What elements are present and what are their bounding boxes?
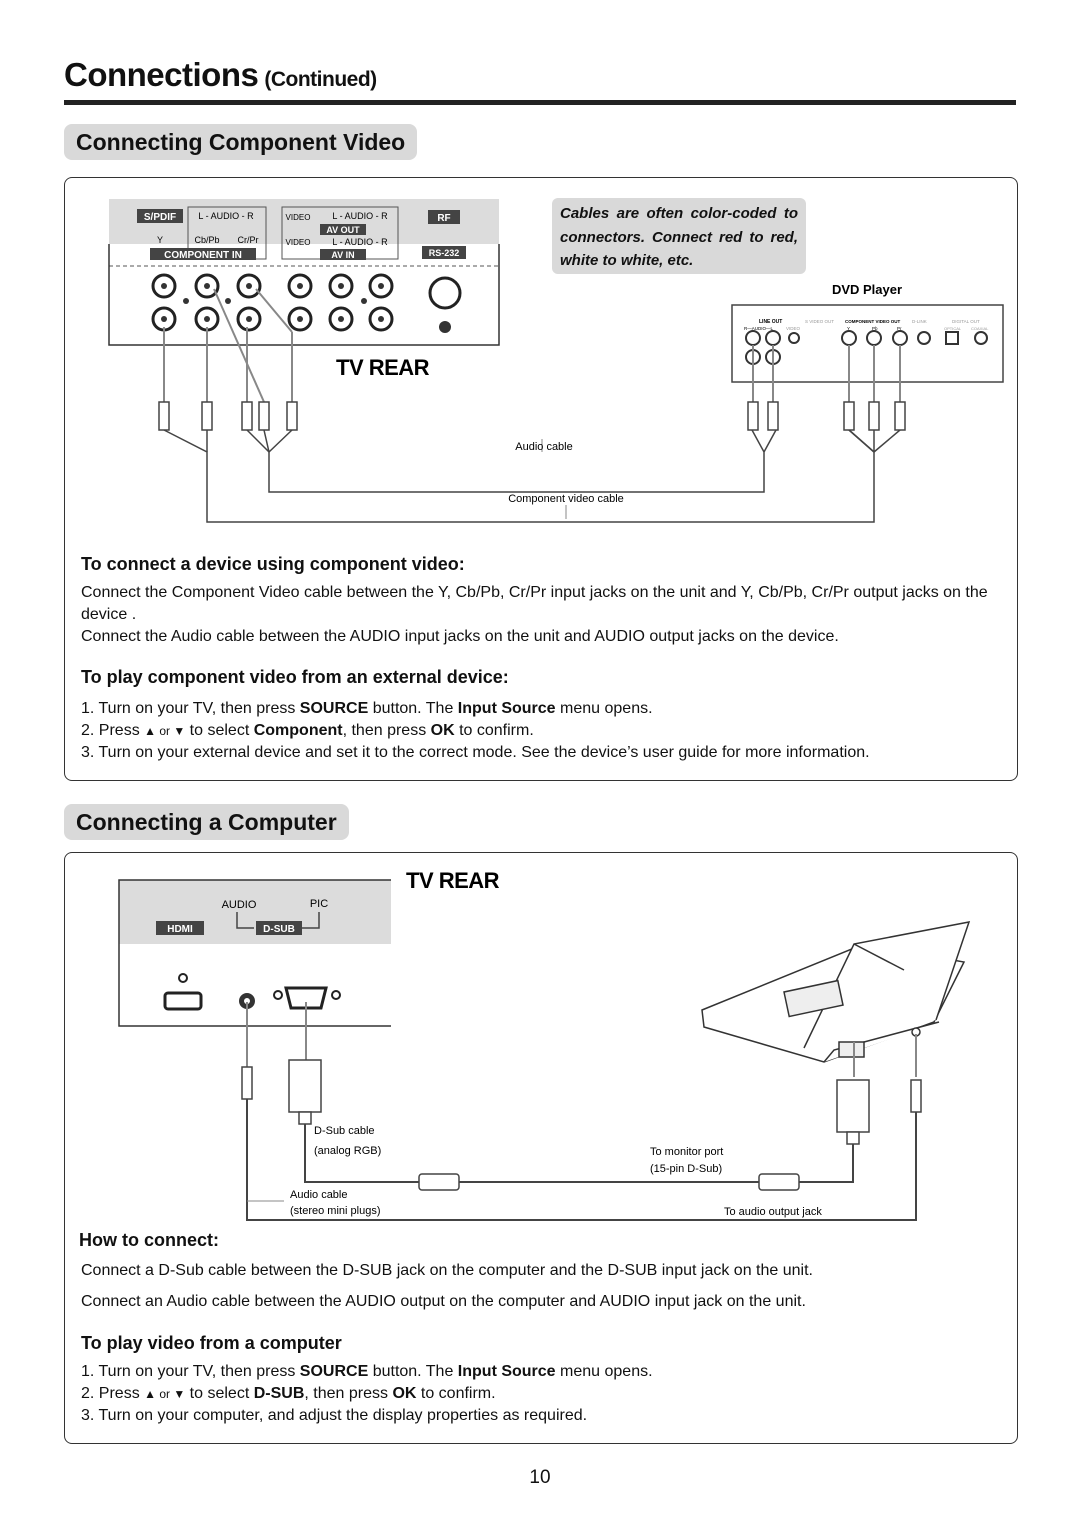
pc-audio-cable-sub: (stereo mini plugs): [290, 1205, 381, 1217]
section-heading-component: Connecting Component Video: [64, 124, 417, 160]
step-text: to select: [185, 722, 254, 739]
dvd-plugs: [748, 402, 905, 430]
up-down-arrow-icon: ▲ or ▼: [144, 724, 186, 738]
dvd-video-label: VIDEO: [786, 326, 801, 331]
dsub-text: D-SUB: [263, 924, 295, 935]
audio-lr-label-2: L - AUDIO - R: [332, 211, 388, 221]
dvd-plug-cables: [849, 430, 900, 452]
dvd-component-label: COMPONENT VIDEO OUT: [845, 319, 901, 324]
component-diagram: [64, 177, 1016, 527]
dvd-coaxial-label: COAXIAL: [971, 326, 989, 331]
up-down-arrow-icon: ▲ or ▼: [144, 1387, 186, 1401]
step-number: 3.: [81, 744, 95, 761]
rf-text: RF: [437, 213, 451, 224]
audio-cable-label: Audio cable: [515, 441, 573, 453]
rs232-text: RS-232: [428, 248, 460, 258]
step-key: SOURCE: [299, 700, 369, 717]
page-title-suffix: (Continued): [264, 68, 377, 91]
step-key: D-SUB: [253, 1385, 305, 1402]
step-text: Turn on your TV, then press: [98, 700, 300, 717]
step-text: button. The: [368, 1363, 458, 1380]
dvd-pr-label: Pr: [897, 326, 902, 331]
hdmi-text: HDMI: [167, 924, 193, 935]
computer-para-1: Connect a D-Sub cable between the D-SUB jack on the computer and the D-SUB input jack on the unit.: [81, 1262, 813, 1279]
step-text: menu opens.: [555, 1363, 653, 1380]
step-text: menu opens.: [555, 700, 653, 717]
ferrite-core-left: [419, 1174, 459, 1190]
dvd-dlink-label: D-LINK: [912, 319, 927, 324]
step-text: Turn on your external device and set it to the correct mode. See the device’s user guide for more information.: [98, 744, 870, 761]
dsub-screw-right: [332, 991, 340, 999]
cr-label: Cr/Pr: [237, 235, 259, 245]
dsub-cable-sub: (analog RGB): [314, 1145, 382, 1157]
component-step-2: [81, 720, 870, 742]
section-heading-computer: Connecting a Computer: [64, 804, 349, 840]
step-key: OK: [430, 722, 455, 739]
pc-audio-label: AUDIO: [221, 899, 257, 911]
audio-plug-right: [911, 1080, 921, 1112]
dvd-y-label: Y: [847, 326, 851, 331]
step-text: to confirm.: [454, 722, 534, 739]
step-text: to confirm.: [416, 1385, 496, 1402]
dsub-screw-left: [274, 991, 282, 999]
component-steps: [81, 698, 870, 764]
component-cable-label: Component video cable: [508, 493, 624, 505]
step-key: OK: [392, 1385, 417, 1402]
dvd-svideo-label: S VIDEO OUT: [805, 319, 835, 324]
step-number: 1.: [81, 1363, 95, 1380]
tv-rear-label-1: TV REAR: [336, 355, 430, 380]
computer-step-1: [81, 1361, 653, 1383]
dvd-optical-label: OPTICAL: [944, 326, 962, 331]
component-subheading-1: To connect a device using component video:: [81, 554, 465, 574]
computer-subheading-2: To play video from a computer: [81, 1333, 342, 1353]
component-in-text: COMPONENT IN: [164, 250, 242, 261]
step-text: Press: [98, 722, 145, 739]
step-text: , then press: [342, 722, 431, 739]
monitor-port-label: To monitor port: [650, 1146, 724, 1158]
step-number: 3.: [81, 1407, 95, 1424]
page-number: 10: [529, 1467, 551, 1488]
page-title: [64, 56, 377, 94]
dsub-plug-left-boot: [299, 1112, 311, 1124]
av-out-text: AV OUT: [326, 225, 360, 235]
pc-audio-cable-label: Audio cable: [290, 1189, 348, 1201]
step-text: button. The: [368, 700, 458, 717]
ferrite-core-right: [759, 1174, 799, 1190]
dsub-plug-right-boot: [847, 1132, 859, 1144]
computer-diagram: [64, 852, 1016, 1227]
pc-panel-dot: [179, 974, 187, 982]
pc-pic-label: PIC: [309, 898, 329, 910]
audio-plug-left: [242, 1067, 252, 1099]
step-key: Input Source: [457, 700, 556, 717]
tv-rear-label-2: TV REAR: [406, 868, 500, 893]
computer-step-3: [81, 1405, 653, 1427]
av-in-text: AV IN: [331, 250, 355, 260]
title-rule: [64, 100, 1016, 105]
laptop-icon: [702, 922, 969, 1062]
component-subheading-2: To play component video from an external device:: [81, 667, 509, 687]
computer-para-2: Connect an Audio cable between the AUDIO output on the computer and AUDIO input jack on the unit.: [81, 1293, 806, 1310]
video-label-2: VIDEO: [285, 238, 311, 247]
dsub-cable-label: D-Sub cable: [314, 1125, 375, 1137]
pc-cables: [247, 1099, 916, 1220]
page-title-text: Connections: [64, 56, 259, 93]
dvd-pb-label: Pb: [872, 326, 878, 331]
step-text: , then press: [304, 1385, 393, 1402]
spdif-text: S/PDIF: [143, 212, 177, 223]
computer-subheading-1: How to connect:: [79, 1230, 219, 1250]
step-key: Component: [253, 722, 343, 739]
audio-lr-label-1: L - AUDIO - R: [198, 211, 254, 221]
y-label: Y: [156, 235, 164, 245]
tv-jacks: [153, 275, 460, 330]
video-label-1: VIDEO: [285, 213, 311, 222]
step-text: to select: [185, 1385, 254, 1402]
component-para-1: Connect the Component Video cable between the Y, Cb/Pb, Cr/Pr input jacks on the unit and Y, Cb/Pb, Cr/Pr output jacks on the device .: [81, 584, 988, 623]
computer-steps: [81, 1361, 653, 1427]
tv-plugs: [159, 402, 297, 430]
step-text: Press: [98, 1385, 145, 1402]
color-code-note: Cables are often color-coded to connectors. Connect red to red, white to white, etc.: [552, 198, 806, 274]
step-number: 2.: [81, 1385, 95, 1402]
step-key: Input Source: [457, 1363, 556, 1380]
step-text: Turn on your computer, and adjust the display properties as required.: [98, 1407, 588, 1424]
audio-jack-label: To audio output jack: [724, 1206, 822, 1218]
audio-lr-label-3: L - AUDIO - R: [332, 237, 388, 247]
component-para-2: Connect the Audio cable between the AUDIO input jacks on the unit and AUDIO output jacks on the device.: [81, 628, 839, 645]
step-number: 1.: [81, 700, 95, 717]
component-step-3: [81, 742, 870, 764]
step-key: SOURCE: [299, 1363, 369, 1380]
dvd-digital-label: DIGITAL OUT: [952, 319, 980, 324]
component-step-1: [81, 698, 870, 720]
cb-label: Cb/Pb: [194, 235, 220, 245]
computer-step-2: [81, 1383, 653, 1405]
dsub-plug-left: [289, 1060, 321, 1112]
dvd-audio-label: R—AUDIO—L: [744, 326, 774, 331]
dvd-player-label: DVD Player: [831, 282, 903, 297]
dvd-line-out: LINE OUT: [759, 319, 783, 325]
step-text: Turn on your TV, then press: [98, 1363, 300, 1380]
monitor-port-sub: (15-pin D-Sub): [650, 1163, 723, 1175]
step-number: 2.: [81, 722, 95, 739]
dsub-plug-right: [837, 1080, 869, 1132]
hdmi-port-icon: [165, 993, 201, 1009]
